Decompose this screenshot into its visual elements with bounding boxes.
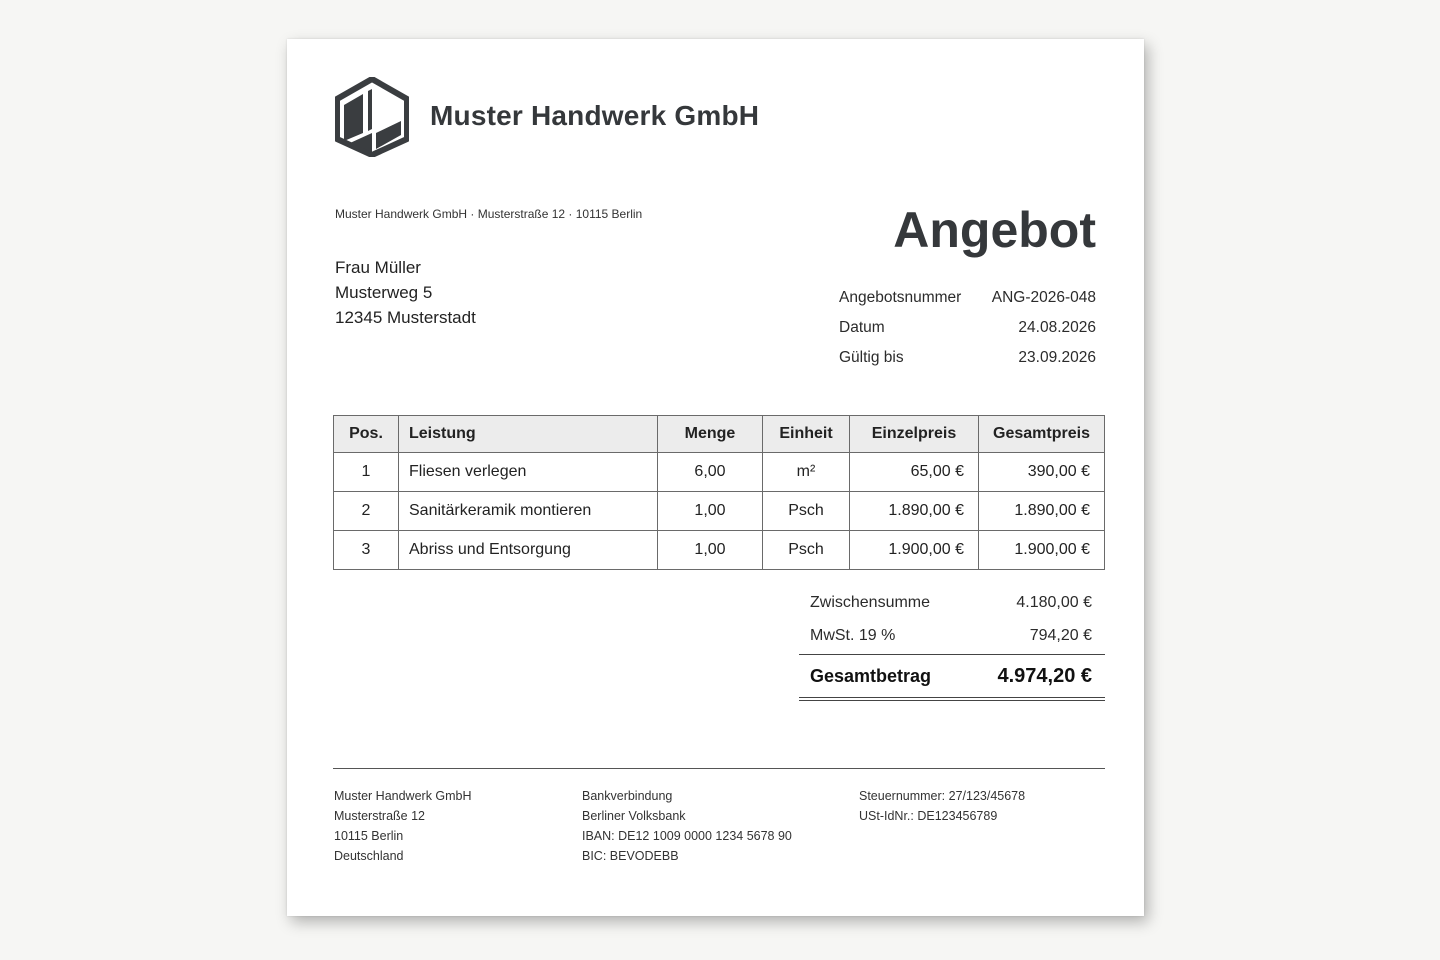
meta-value: ANG-2026-048 [991, 289, 1096, 306]
recipient-address [335, 255, 476, 330]
header-unit-price: Einzelpreis [850, 416, 979, 453]
meta-row-offer-number [839, 283, 1096, 313]
cell-total-price: 1.890,00 € [979, 492, 1105, 531]
footer-divider [333, 768, 1105, 769]
footer-tax-line: Steuernummer: 27/123/45678 [859, 789, 1026, 803]
company-name: Muster Handwerk GmbH [430, 100, 760, 131]
header-quantity: Menge [658, 416, 763, 453]
footer-bank [582, 786, 792, 866]
recipient-street: Musterweg 5 [335, 283, 433, 302]
cell-unit: Psch [763, 531, 850, 570]
vat-row [799, 619, 1105, 652]
footer-bank-line: Bankverbindung [582, 789, 673, 803]
table-row [334, 531, 1105, 570]
table-row [334, 453, 1105, 492]
cell-description: Sanitärkeramik montieren [399, 492, 658, 531]
footer-address-line: Musterstraße 12 [334, 809, 426, 823]
cell-description: Abriss und Entsorgung [399, 531, 658, 570]
cell-pos: 3 [334, 531, 399, 570]
meta-label: Angebotsnummer [839, 289, 962, 306]
header-pos: Pos. [334, 416, 399, 453]
cell-unit-price: 65,00 € [850, 453, 979, 492]
cell-pos: 1 [334, 453, 399, 492]
line-items-table [333, 415, 1105, 570]
meta-value: 24.08.2026 [1018, 319, 1096, 336]
grand-total-double-rule [799, 697, 1105, 701]
house-cube-logo-icon [335, 77, 409, 157]
footer-bank-line: BIC: BEVODEBB [582, 849, 679, 863]
sender-address-line: Muster Handwerk GmbH · Musterstraße 12 · 10115 Berlin [335, 207, 643, 221]
meta-label: Gültig bis [839, 349, 904, 366]
document-title: Angebot [893, 202, 1096, 258]
cell-quantity: 6,00 [658, 453, 763, 492]
vat-label: MwSt. 19 % [810, 627, 896, 644]
document-page [287, 39, 1144, 916]
footer-bank-line: Berliner Volksbank [582, 809, 686, 823]
cell-unit-price: 1.900,00 € [850, 531, 979, 570]
footer-bank-line: IBAN: DE12 1009 0000 1234 5678 90 [582, 829, 792, 843]
cell-quantity: 1,00 [658, 492, 763, 531]
meta-value: 23.09.2026 [1018, 349, 1096, 366]
header-description: Leistung [399, 416, 658, 453]
footer-tax-line: USt-IdNr.: DE123456789 [859, 809, 998, 823]
table-row [334, 492, 1105, 531]
footer-address-line: Muster Handwerk GmbH [334, 789, 472, 803]
meta-row-valid-until [839, 343, 1096, 373]
grand-total-row [799, 655, 1105, 697]
subtotal-row [799, 586, 1105, 619]
meta-label: Datum [839, 319, 885, 336]
recipient-name: Frau Müller [335, 258, 421, 277]
header-total-price: Gesamtpreis [979, 416, 1105, 453]
document-meta [839, 283, 1096, 373]
cell-total-price: 1.900,00 € [979, 531, 1105, 570]
subtotal-value: 4.180,00 € [1016, 594, 1092, 611]
footer-tax [859, 786, 1025, 826]
totals-block [799, 586, 1105, 701]
cell-unit-price: 1.890,00 € [850, 492, 979, 531]
footer-address-line: Deutschland [334, 849, 404, 863]
meta-row-date [839, 313, 1096, 343]
cell-unit: Psch [763, 492, 850, 531]
cell-quantity: 1,00 [658, 531, 763, 570]
cell-total-price: 390,00 € [979, 453, 1105, 492]
subtotal-label: Zwischensumme [810, 594, 931, 611]
footer-address [334, 786, 472, 866]
cell-description: Fliesen verlegen [399, 453, 658, 492]
grand-total-value: 4.974,20 € [997, 665, 1092, 687]
grand-total-label: Gesamtbetrag [810, 666, 932, 686]
footer-address-line: 10115 Berlin [334, 829, 404, 843]
vat-value: 794,20 € [1029, 627, 1092, 644]
cell-unit: m² [763, 453, 850, 492]
table-header-row [334, 416, 1105, 453]
cell-pos: 2 [334, 492, 399, 531]
header-unit: Einheit [763, 416, 850, 453]
recipient-city: 12345 Musterstadt [335, 308, 476, 327]
